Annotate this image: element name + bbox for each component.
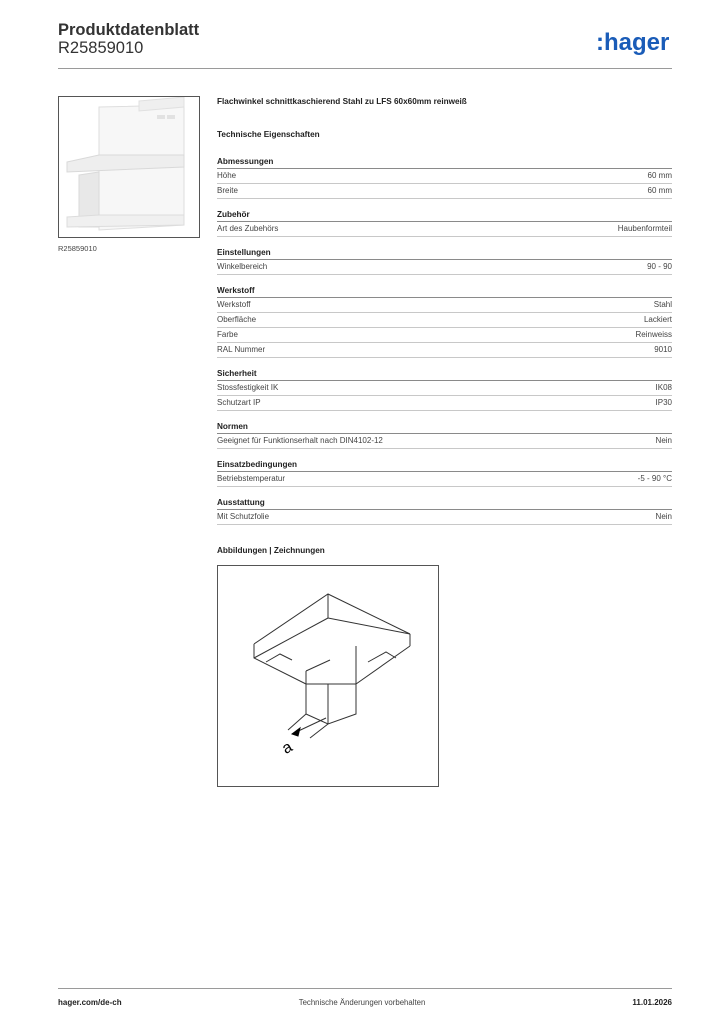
group-abmessungen [217,155,672,199]
property-row [217,260,672,275]
group-title: Abmessungen [217,155,672,169]
group-normen [217,420,672,449]
property-row [217,298,672,313]
property-label: Betriebstemperatur [217,474,286,483]
technical-properties-title: Technische Eigenschaften [217,130,320,139]
property-label: Höhe [217,171,237,180]
property-value: 60 mm [647,171,672,180]
group-title: Sicherheit [217,367,672,381]
property-row [217,313,672,328]
group-title: Ausstattung [217,496,672,510]
dimension-label: a [279,738,296,758]
property-value: IK08 [655,383,672,392]
property-label: Werkstoff [217,300,251,309]
product-photo-icon [59,97,199,237]
property-value: Nein [655,512,672,521]
product-image [58,96,200,238]
property-label: Art des Zubehörs [217,224,279,233]
product-description: Flachwinkel schnittkaschierend Stahl zu LFS 60x60mm reinweiß [217,97,467,106]
technical-drawing [217,565,439,787]
drawings-title: Abbildungen | Zeichnungen [217,546,325,555]
article-number: R25859010 [58,39,144,57]
property-row [217,169,672,184]
property-row [217,222,672,237]
property-label: Mit Schutzfolie [217,512,270,521]
property-label: Breite [217,186,238,195]
property-value: Nein [655,436,672,445]
property-label: Geeignet für Funktionserhalt nach DIN4102-12 [217,436,383,445]
page-title: Produktdatenblatt [58,21,200,39]
property-label: Farbe [217,330,238,339]
property-row [217,184,672,199]
property-row [217,434,672,449]
property-row [217,381,672,396]
group-title: Zubehör [217,208,672,222]
property-value: 9010 [654,345,672,354]
group-einstellungen [217,246,672,275]
group-title: Normen [217,420,672,434]
flat-angle-drawing-icon [218,566,438,786]
product-image-caption: R25859010 [58,244,97,253]
footer-divider [58,988,672,989]
footer-website[interactable]: hager.com/de-ch [58,998,122,1007]
group-werkstoff [217,284,672,358]
group-zubehoer [217,208,672,237]
header-divider [58,68,672,69]
property-value: Lackiert [643,315,672,324]
group-einsatzbedingungen [217,458,672,487]
property-groups [217,155,672,534]
property-label: RAL Nummer [217,345,266,354]
property-row [217,472,672,487]
property-value: Haubenformteil [617,224,672,233]
property-value: -5 - 90 °C [637,474,672,483]
group-sicherheit [217,367,672,411]
group-title: Einstellungen [217,246,672,260]
property-value: 60 mm [647,186,672,195]
property-label: Stossfestigkeit IK [217,383,279,392]
property-label: Oberfläche [217,315,257,324]
property-label: Winkelbereich [217,262,268,271]
group-title: Werkstoff [217,284,672,298]
footer-date: 11.01.2026 [632,998,672,1007]
property-row [217,510,672,525]
group-ausstattung [217,496,672,525]
property-row [217,343,672,358]
group-title: Einsatzbedingungen [217,458,672,472]
hager-logo [596,28,674,58]
property-label: Schutzart IP [217,398,261,407]
property-value: Stahl [653,300,672,309]
property-row [217,396,672,411]
property-value: IP30 [655,398,672,407]
property-row [217,328,672,343]
property-value: 90 - 90 [647,262,672,271]
svg-text::hager: :hager [596,29,670,56]
property-value: Reinweiss [635,330,672,339]
footer-notice: Technische Änderungen vorbehalten [298,998,426,1007]
